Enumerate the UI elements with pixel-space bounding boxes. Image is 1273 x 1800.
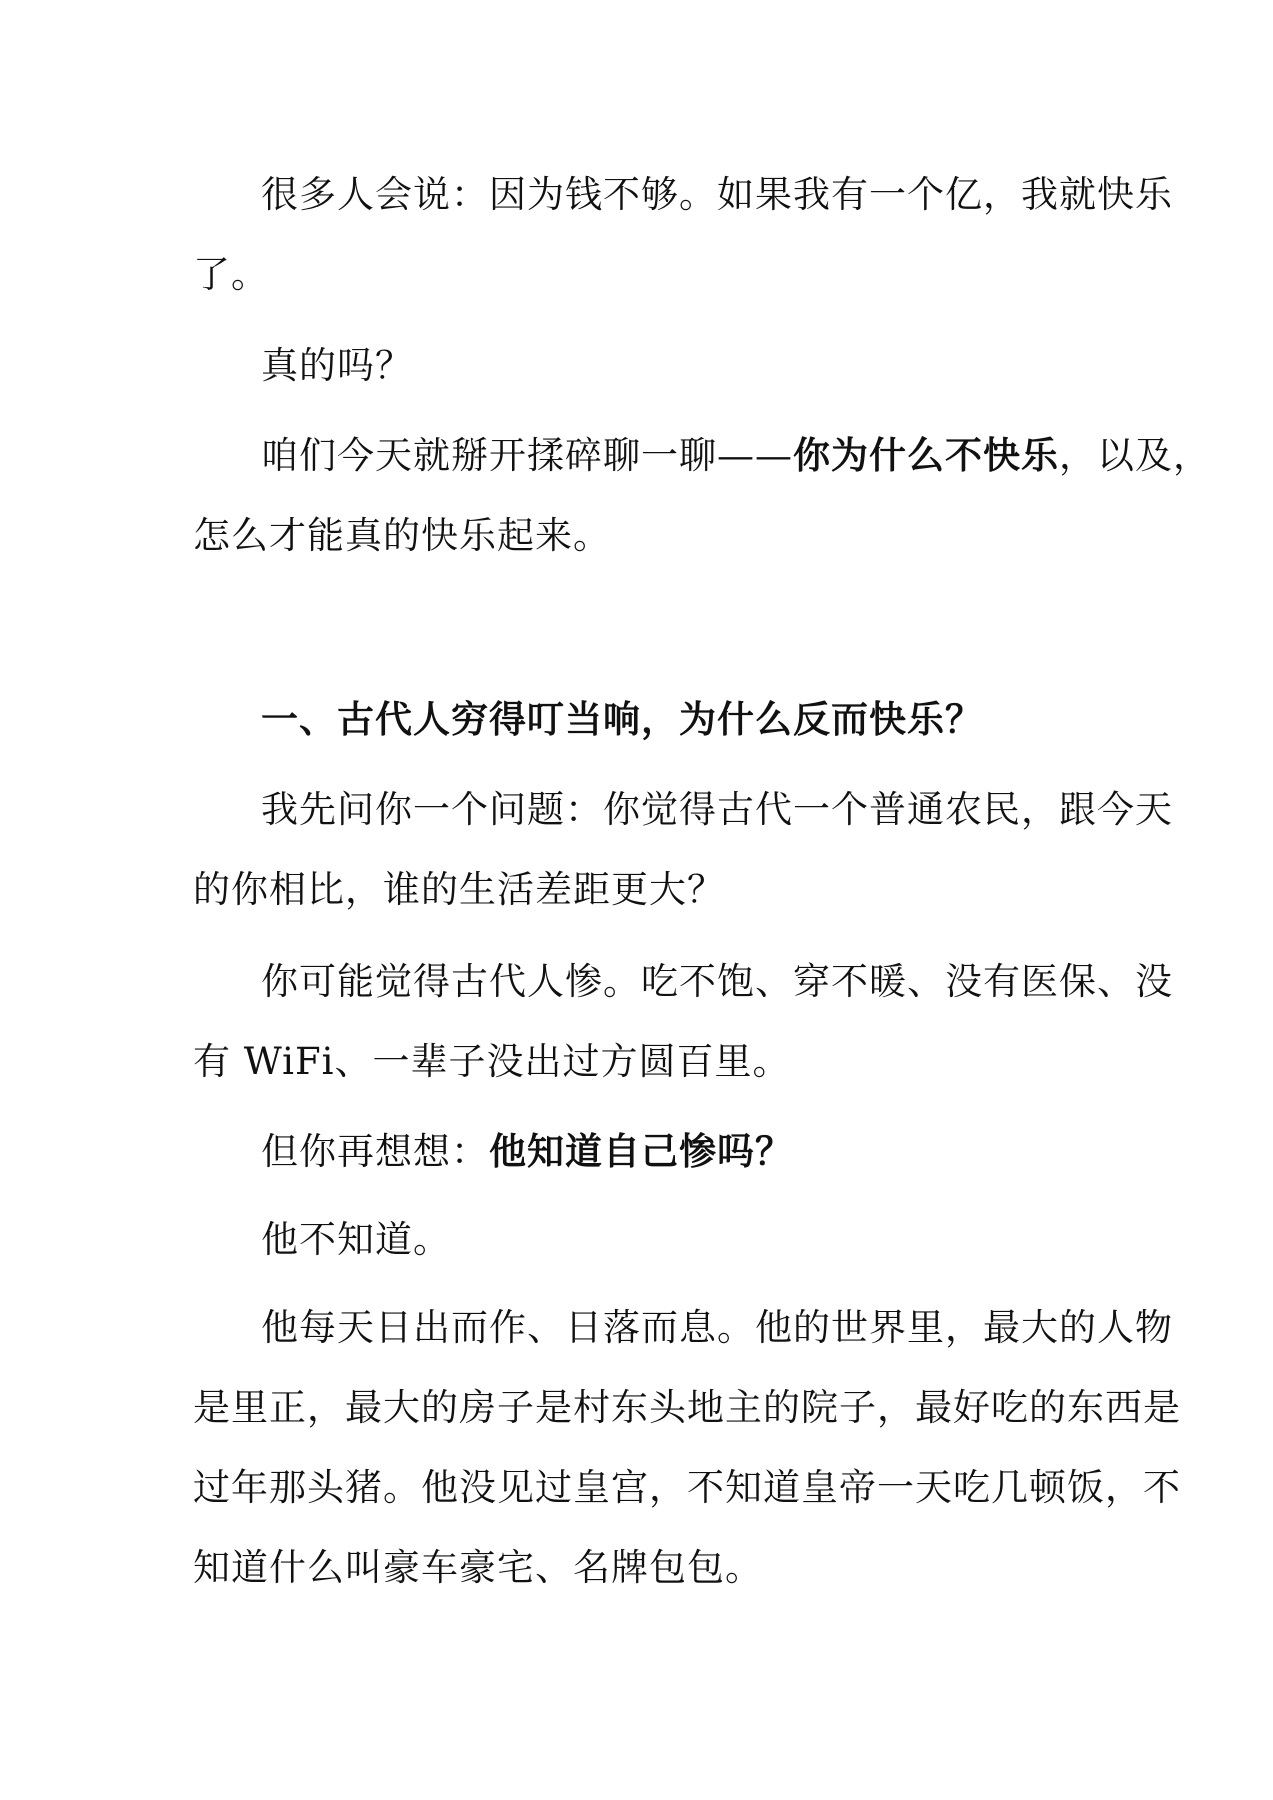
paragraph — [193, 942, 1173, 1102]
paragraph — [193, 770, 1173, 930]
emphasis-text: 他知道自己惨吗？ — [489, 1130, 793, 1173]
paragraph — [193, 1288, 1181, 1608]
paragraph — [193, 155, 1173, 315]
paragraph-line: 真的吗？ — [261, 344, 413, 387]
paragraph-text: ，以及， — [1059, 434, 1211, 477]
paragraph-line: 他不知道。 — [261, 1218, 451, 1261]
paragraph-line: 了。 — [193, 253, 269, 296]
paragraph — [193, 326, 1083, 406]
paragraph-text: 但你再想想： — [261, 1130, 489, 1173]
paragraph — [193, 1112, 1083, 1192]
paragraph-line: 的你相比，谁的生活差距更大？ — [193, 868, 725, 911]
paragraph — [193, 1200, 1083, 1280]
paragraph-line: 我先问你一个问题：你觉得古代一个普通农民，跟今天 — [261, 788, 1173, 831]
paragraph-line: 你可能觉得古代人惨。吃不饱、穿不暖、没有医保、没 — [261, 960, 1173, 1003]
paragraph — [193, 416, 1211, 576]
paragraph-line: 是里正，最大的房子是村东头地主的院子，最好吃的东西是 — [193, 1386, 1181, 1429]
paragraph-line: 知道什么叫豪车豪宅、名牌包包。 — [193, 1546, 763, 1589]
paragraph-line: 很多人会说：因为钱不够。如果我有一个亿，我就快乐 — [261, 173, 1173, 216]
paragraph-line: 有 WiFi、一辈子没出过方圆百里。 — [193, 1040, 791, 1083]
paragraph-line: 怎么才能真的快乐起来。 — [193, 514, 611, 557]
section-heading — [193, 680, 1083, 760]
paragraph-line: 过年那头猪。他没见过皇宫，不知道皇帝一天吃几顿饭，不 — [193, 1466, 1181, 1509]
paragraph-line — [193, 416, 1211, 496]
paragraph-line — [193, 1112, 1083, 1192]
paragraph-text: 咱们今天就掰开揉碎聊一聊—— — [261, 434, 793, 477]
paragraph-line: 他每天日出而作、日落而息。他的世界里，最大的人物 — [261, 1306, 1173, 1349]
emphasis-text: 你为什么不快乐 — [793, 434, 1059, 477]
heading-text: 一、古代人穷得叮当响，为什么反而快乐？ — [261, 698, 983, 741]
